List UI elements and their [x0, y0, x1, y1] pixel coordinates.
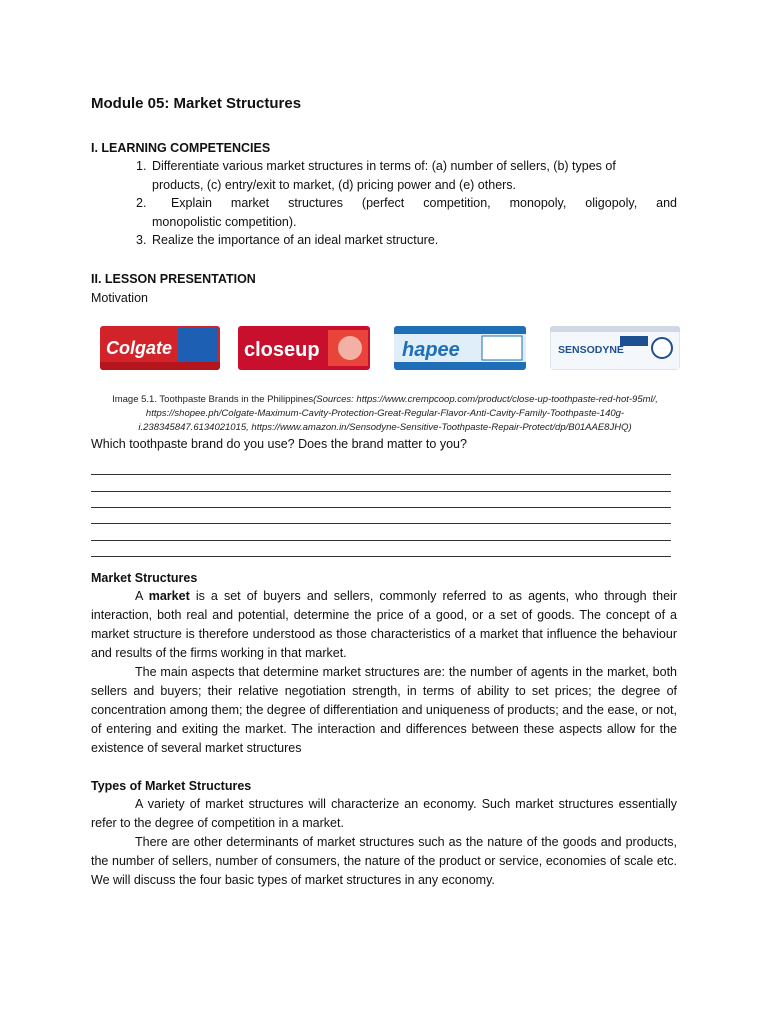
market-structures-heading: Market Structures [91, 571, 198, 585]
types-paragraph-2: There are other determinants of market structures such as the nature of the goods and products, the number of sellers, number of consumers, the nature of the product or service, economies of scale etc. We will discuss the four basic types of market structures in any economy. [91, 835, 677, 887]
types-body [91, 795, 677, 890]
brand-label-sensodyne: SENSODYNE [558, 344, 624, 356]
caption-label: Image 5.1. Toothpaste Brands in the Philippines [112, 394, 314, 405]
answer-line[interactable] [91, 523, 671, 524]
competency-item-1: 1. Differentiate various market structures in terms of: (a) number of sellers, (b) types of [136, 159, 616, 173]
caption-sources: (Sources: https://www.crempcoop.com/product/close-up-toothpaste-red-hot-95ml/, https://shopee.ph/Colgate-Maximum-Cavity-Protection-Great-Regular-Flavor-Anti-Cavity-Family-Toothpaste-140g-i.238345847.6134021015, https://www.amazon.in/Sensodyne-Sensitive-Toothpaste-Repair-Protect/dp/B01AAE8JHQ) [138, 394, 658, 433]
image-caption [92, 393, 678, 435]
brand-label-closeup: closeup [244, 339, 320, 361]
answer-line[interactable] [91, 474, 671, 475]
brand-label-hapee: hapee [402, 339, 460, 361]
competency-item-2: 2. Explain market structures (perfect competition, monopoly, oligopoly, and [136, 196, 677, 210]
competency-item-3: 3. Realize the importance of an ideal market structure. [136, 233, 439, 247]
market-structures-paragraph-1: A market is a set of buyers and sellers, commonly referred to as agents, who through their interaction, both real and potential, determine the price of a good, or a set of goods. The concept of a market structure is therefore understood as those characteristics of a market that influence the behaviour and results of the firms working in that market. [91, 589, 677, 660]
toothpaste-brands-image [96, 326, 686, 374]
answer-line[interactable] [91, 556, 671, 557]
market-structures-paragraph-2: The main aspects that determine market structures are: the number of agents in the market, both sellers and buyers; their relative negotiation strength, in terms of ability to set prices; the degree of concentration among them; the degree of differentiation and uniqueness of products; and the ease, or not, of entering and exiting the market. The interaction and differences between these aspects allow for the existence of several market structures [91, 665, 677, 755]
types-paragraph-1: A variety of market structures will characterize an economy. Such market structures essentially refer to the degree of competition in a market. [91, 797, 677, 830]
closeup-box [238, 326, 370, 370]
market-structures-body [91, 587, 677, 758]
learning-competencies-heading: I. LEARNING COMPETENCIES [91, 141, 271, 155]
brand-label-colgate: Colgate [106, 338, 173, 358]
answer-line[interactable] [91, 540, 671, 541]
motivation-question: Which toothpaste brand do you use? Does the brand matter to you? [91, 437, 467, 451]
motivation-subheading: Motivation [91, 291, 148, 305]
competency-item-2-cont: monopolistic competition). [152, 214, 297, 229]
competency-item-1-cont: products, (c) entry/exit to market, (d) pricing power and (e) others. [152, 177, 517, 192]
module-title: Module 05: Market Structures [91, 95, 302, 112]
sensodyne-box [550, 326, 680, 370]
answer-line[interactable] [91, 507, 671, 508]
lesson-presentation-heading: II. LESSON PRESENTATION [91, 272, 256, 286]
hapee-box [394, 326, 526, 370]
types-heading: Types of Market Structures [91, 779, 252, 793]
competency-list [136, 157, 677, 250]
colgate-box [100, 326, 220, 370]
answer-line[interactable] [91, 491, 671, 492]
